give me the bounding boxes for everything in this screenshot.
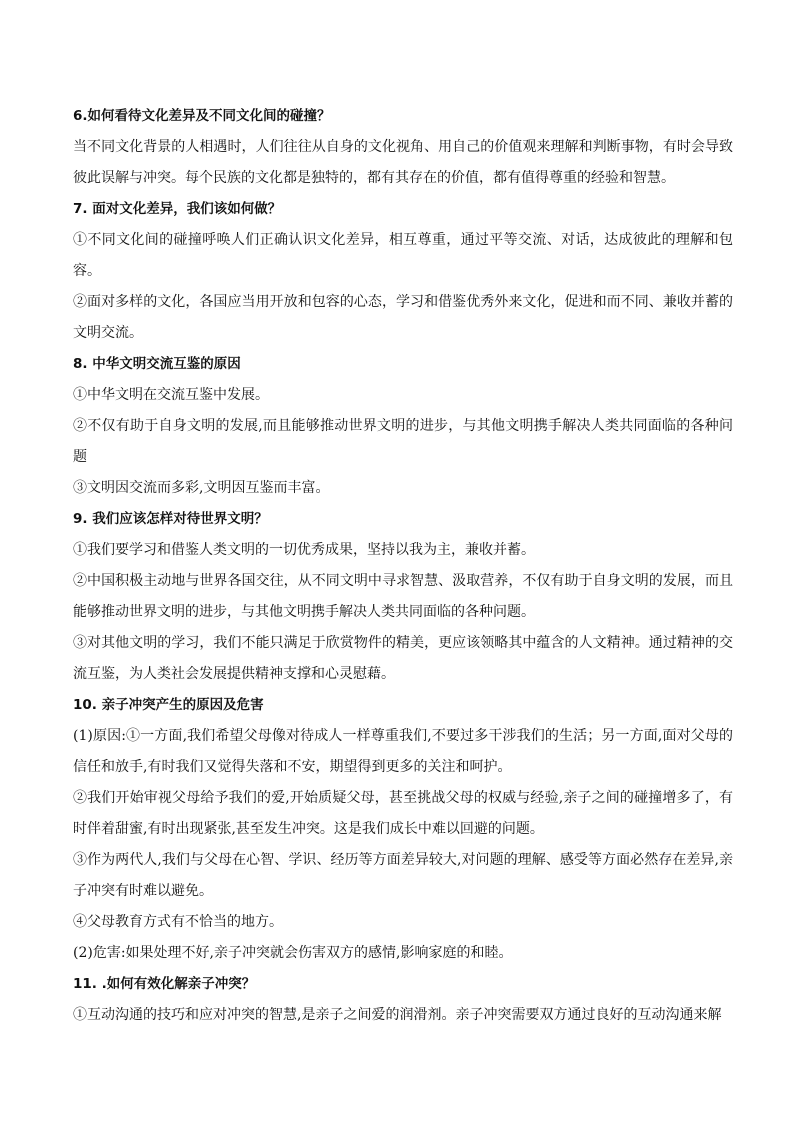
- section-7: [73, 194, 733, 349]
- section-paragraph: ①互动沟通的技巧和应对冲突的智慧,是亲子之间爱的润滑剂。亲子冲突需要双方通过良好的互动沟通来解: [73, 1007, 722, 1023]
- section-heading: 8. 中华文明交流互鉴的原因: [73, 356, 241, 372]
- section-heading: 7. 面对文化差异，我们该如何做？: [73, 201, 282, 217]
- section-paragraph: 当不同文化背景的人相遇时，人们往往从自身的文化视角、用自己的价值观来理解和判断事物，有时会导致彼此误解与冲突。每个民族的文化都是独特的，都有其存在的价值，都有值得尊重的经验和智慧。: [73, 139, 733, 186]
- section-paragraph: ③文明因交流而多彩,文明因互鉴而丰富。: [73, 480, 330, 496]
- section-heading: 11. .如何有效化解亲子冲突？: [73, 976, 256, 992]
- section-paragraph: ①中华文明在交流互鉴中发展。: [73, 387, 269, 403]
- section-heading: 10. 亲子冲突产生的原因及危害: [73, 697, 264, 713]
- section-paragraph: ③作为两代人,我们与父母在心智、学识、经历等方面差异较大,对问题的理解、感受等方面必然存在差异,亲子冲突有时难以避免。: [73, 852, 733, 899]
- section-10: [73, 690, 733, 969]
- section-paragraph: ②不仅有助于自身文明的发展,而且能够推动世界文明的进步，与其他文明携手解决人类共同面临的各种问题: [73, 418, 733, 465]
- section-paragraph: ④父母教育方式有不恰当的地方。: [73, 914, 283, 930]
- section-6: [73, 101, 733, 194]
- section-paragraph: (1)原因:①一方面,我们希望父母像对待成人一样尊重我们,不要过多干涉我们的生活；另一方面,面对父母的信任和放手,有时我们又觉得失落和不安，期望得到更多的关注和呵护。: [73, 728, 733, 775]
- section-paragraph: ①我们要学习和借鉴人类文明的一切优秀成果，坚持以我为主，兼收并蓄。: [73, 542, 535, 558]
- section-8: [73, 349, 733, 504]
- section-paragraph: ②面对多样的文化，各国应当用开放和包容的心态，学习和借鉴优秀外来文化，促进和而不同、兼收并蓄的文明交流。: [73, 294, 733, 341]
- section-paragraph: ①不同文化间的碰撞呼唤人们正确认识文化差异，相互尊重，通过平等交流、对话，达成彼此的理解和包容。: [73, 232, 733, 279]
- section-11: [73, 969, 733, 1031]
- section-9: [73, 504, 733, 690]
- section-heading: 6.如何看待文化差异及不同文化间的碰撞？: [73, 108, 331, 124]
- document-content: [73, 101, 733, 1031]
- section-paragraph: ②中国积极主动地与世界各国交往，从不同文明中寻求智慧、汲取营养，不仅有助于自身文明的发展，而且能够推动世界文明的进步，与其他文明携手解决人类共同面临的各种问题。: [73, 573, 733, 620]
- section-heading: 9. 我们应该怎样对待世界文明？: [73, 511, 268, 527]
- section-paragraph: ②我们开始审视父母给予我们的爱,开始质疑父母，甚至挑战父母的权威与经验,亲子之间的碰撞增多了，有时伴着甜蜜,有时出现紧张,甚至发生冲突。这是我们成长中难以回避的问题。: [73, 790, 733, 837]
- section-paragraph: ③对其他文明的学习，我们不能只满足于欣赏物件的精美，更应该领略其中蕴含的人文精神。通过精神的交流互鉴，为人类社会发展提供精神支撑和心灵慰藉。: [73, 635, 733, 682]
- section-paragraph: (2)危害:如果处理不好,亲子冲突就会伤害双方的感情,影响家庭的和睦。: [73, 945, 513, 961]
